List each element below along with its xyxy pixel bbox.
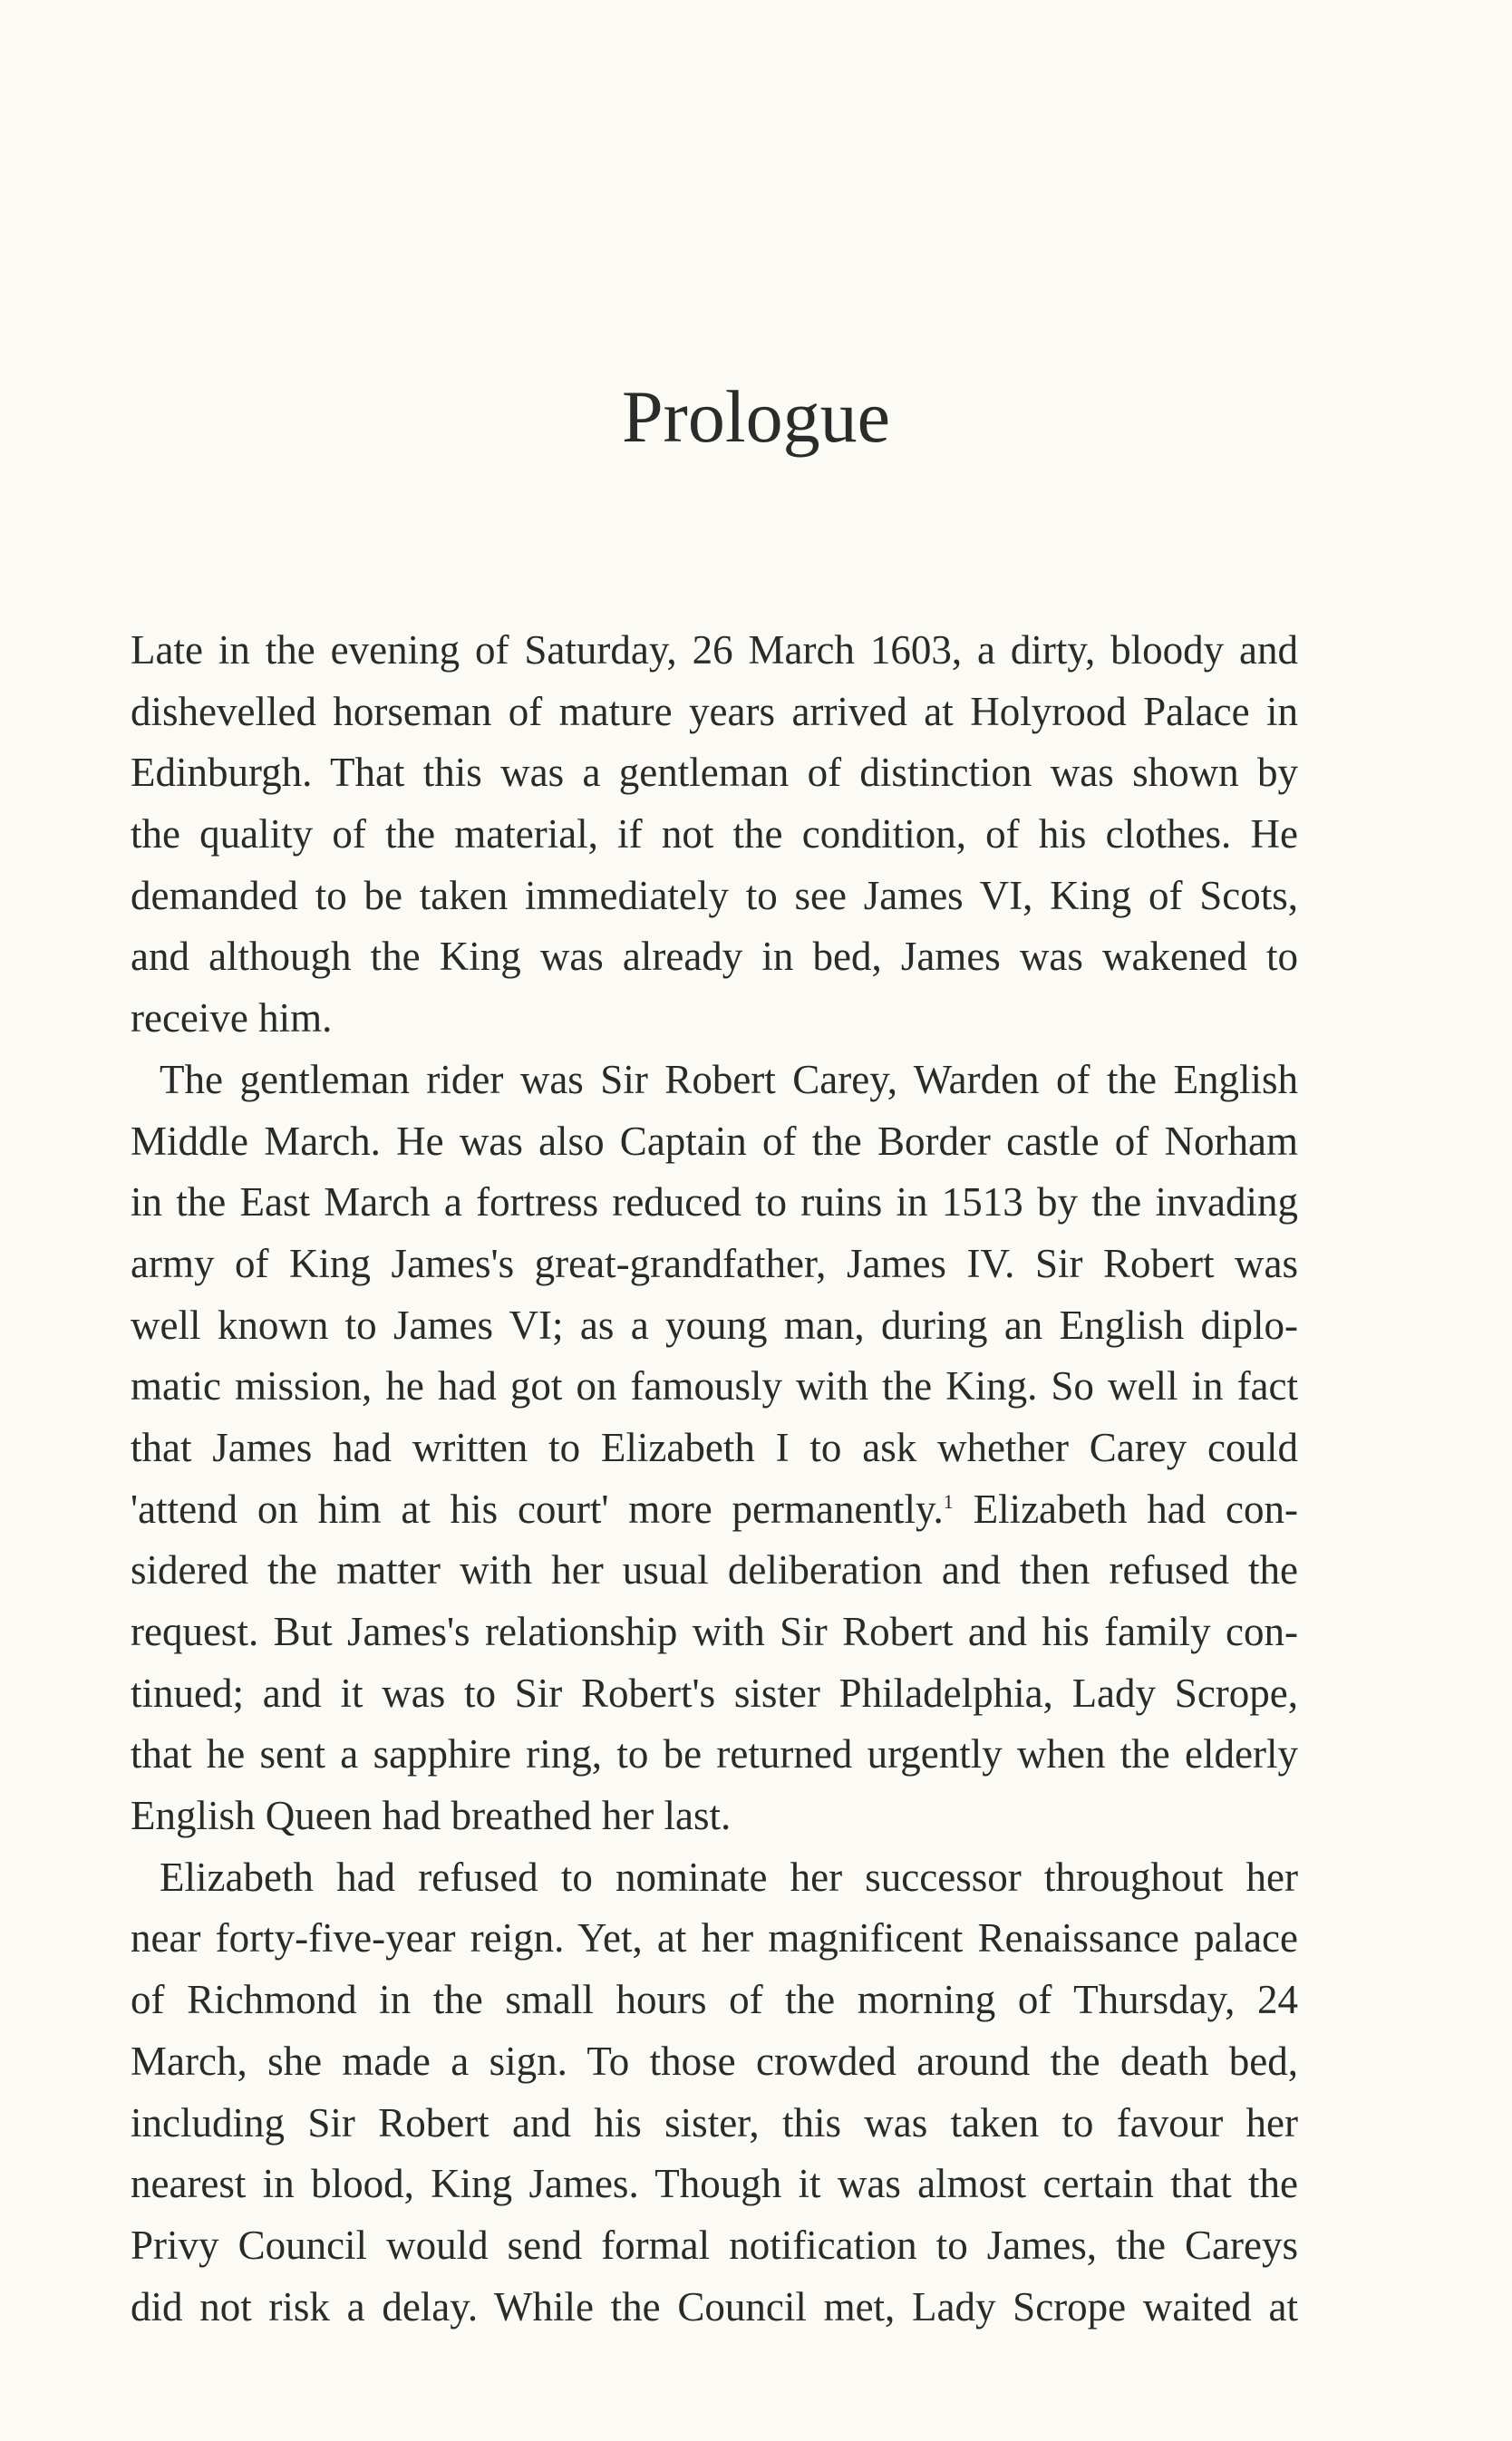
line-text: English Queen had breathed her last. [131,1793,732,1839]
text-line [131,742,1298,804]
line-text: matic mission, he had got on famously with the King. So well in fact [131,1363,1298,1409]
line-text: tinued; and it was to Sir Robert's sister Philadelphia, Lady Scrope, [131,1670,1298,1716]
line-text: that James had written to Elizabeth I to ask whether Carey could [131,1424,1298,1470]
line-text: and although the King was already in bed, James was wakened to [131,934,1298,980]
text-line [131,1724,1298,1786]
line-text: near forty-five-year reign. Yet, at her magnificent Renaissance palace [131,1915,1298,1962]
text-line [131,1970,1298,2031]
line-text: the quality of the material, if not the condition, of his clothes. He [131,811,1298,857]
text-line [131,1234,1298,1295]
text-line [131,2154,1298,2215]
line-text: nearest in blood, King James. Though it was almost certain that the [131,2161,1298,2207]
line-text: sidered the matter with her usual deliberation and then refused the [131,1547,1298,1593]
text-line [131,1663,1298,1725]
text-line [131,1908,1298,1970]
line-text: The gentleman rider was Sir Robert Carey, Warden of the English [160,1056,1298,1102]
line-text: including Sir Robert and his sister, this was taken to favour her [131,2099,1298,2146]
line-text: that he sent a sapphire ring, to be returned urgently when the elderly [131,1731,1298,1777]
text-line [131,2093,1298,2155]
text-line [131,682,1298,743]
text-line [131,1111,1298,1173]
line-text: Elizabeth had refused to nominate her successor throughout her [160,1854,1298,1900]
line-text: army of King James's great-grandfather, James IV. Sir Robert was [131,1240,1298,1286]
line-text: in the East March a fortress reduced to ruins in 1513 by the invading [131,1179,1298,1225]
text-line [131,926,1298,988]
text-line [131,1786,1298,1847]
chapter-title: Prologue [621,375,891,458]
line-text: receive him. [131,995,333,1041]
text-line [131,1602,1298,1663]
text-line [131,1847,1298,1909]
text-line [131,2215,1298,2277]
line-text: 'attend on him at his court' more permanently. [131,1486,944,1532]
text-line [131,1540,1298,1602]
text-line [131,866,1298,927]
text-line [131,2277,1298,2339]
text-line [131,2031,1298,2093]
line-text: did not risk a delay. While the Council met, Lady Scrope waited at [131,2283,1298,2330]
line-text: dishevelled horseman of mature years arrived at Holyrood Palace in [131,688,1298,734]
line-text: Edinburgh. That this was a gentleman of distinction was shown by [131,750,1298,796]
line-text: Late in the evening of Saturday, 26 March 1603, a dirty, bloody and [131,627,1298,673]
line-text: well known to James VI; as a young man, during an English diplo- [131,1302,1298,1348]
line-text: of Richmond in the small hours of the morning of Thursday, 24 [131,1977,1298,2023]
text-line [131,804,1298,866]
line-text: demanded to be taken immediately to see James VI, King of Scots, [131,872,1298,918]
footnote-marker[interactable]: 1 [943,1489,954,1513]
line-text: Privy Council would send formal notification to James, the Careys [131,2222,1298,2268]
text-line [131,1356,1298,1418]
text-line [131,1418,1298,1479]
text-line [131,620,1298,682]
line-text: March, she made a sign. To those crowded around the death bed, [131,2038,1298,2084]
text-line [131,988,1298,1050]
line-text: Elizabeth had con- [953,1486,1298,1532]
text-line [131,1295,1298,1357]
line-text: request. But James's relationship with Sir Robert and his family con- [131,1609,1298,1654]
text-line [131,1172,1298,1234]
text-line [131,1050,1298,1111]
body-text [131,620,1298,2338]
line-text: Middle March. He was also Captain of the Border castle of Norham [131,1118,1298,1164]
text-line [131,1479,1298,1541]
